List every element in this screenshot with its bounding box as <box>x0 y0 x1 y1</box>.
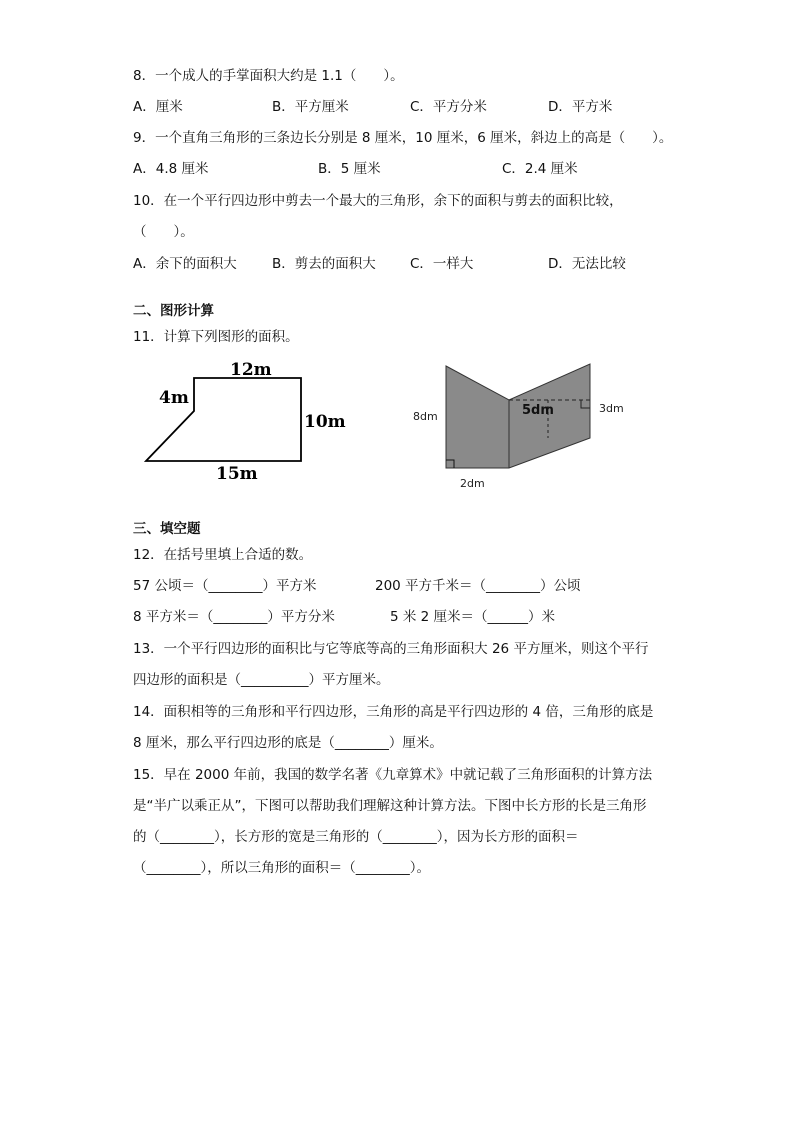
q15-line-4: （________），所以三角形的面积＝（________）。 <box>133 860 430 876</box>
section-2-title: 二、图形计算 <box>133 303 214 319</box>
q10-option-c: C．一样大 <box>410 256 474 272</box>
fig2-label-right: 3dm <box>599 402 624 415</box>
section-3-title: 三、填空题 <box>133 521 201 537</box>
q10-option-d: D．无法比较 <box>548 256 626 272</box>
fig2-label-mid: 5dm <box>522 403 554 418</box>
composite-shape <box>446 364 590 468</box>
q11-figure-composite <box>405 360 635 495</box>
q9-option-c: C．2.4 厘米 <box>502 161 578 177</box>
fig2-label-bottom: 2dm <box>460 477 485 490</box>
q15-line-2: 是“半广以乘正从”，下图可以帮助我们理解这种计算方法。下图中长方形的长是三角形 <box>133 798 647 814</box>
q12-row1-a: 57 公顷＝（________）平方米 <box>133 578 317 594</box>
q12-row2-a: 8 平方米＝（________）平方分米 <box>133 609 335 625</box>
q8-option-b: B．平方厘米 <box>272 99 349 115</box>
fig1-label-right: 10m <box>304 412 346 432</box>
q10-option-a: A．余下的面积大 <box>133 256 237 272</box>
fig1-label-left: 4m <box>159 388 189 408</box>
q12-row2-b: 5 米 2 厘米＝（______）米 <box>390 609 556 625</box>
q9-text: 9．一个直角三角形的三条边长分别是 8 厘米，10 厘米，6 厘米，斜边上的高是（ ）。 <box>133 130 673 146</box>
q13-line-1: 13．一个平行四边形的面积比与它等底等高的三角形面积大 26 平方厘米，则这个平行 <box>133 641 649 657</box>
q14-line-2: 8 厘米，那么平行四边形的底是（________）厘米。 <box>133 735 443 751</box>
fig1-label-bottom: 15m <box>216 464 258 484</box>
fig2-label-left: 8dm <box>413 410 438 423</box>
q11-text: 11．计算下列图形的面积。 <box>133 329 299 345</box>
q14-line-1: 14．面积相等的三角形和平行四边形，三角形的高是平行四边形的 4 倍，三角形的底是 <box>133 704 654 720</box>
q15-line-3: 的（________），长方形的宽是三角形的（________），因为长方形的面积＝ <box>133 829 579 845</box>
q8-text: 8．一个成人的手掌面积大约是 1.1（ ）。 <box>133 68 404 84</box>
q15-line-1: 15．早在 2000 年前，我国的数学名著《九章算术》中就记载了三角形面积的计算方法 <box>133 767 653 783</box>
q13-line-2: 四边形的面积是（__________）平方厘米。 <box>133 672 390 688</box>
q8-option-c: C．平方分米 <box>410 99 487 115</box>
q9-option-a: A．4.8 厘米 <box>133 161 209 177</box>
q10-text: 10．在一个平行四边形中剪去一个最大的三角形，余下的面积与剪去的面积比较， <box>133 193 623 209</box>
q8-option-d: D．平方米 <box>548 99 613 115</box>
q12-text: 12．在括号里填上合适的数。 <box>133 547 313 563</box>
q10-option-b: B．剪去的面积大 <box>272 256 376 272</box>
q8-option-a: A．厘米 <box>133 99 183 115</box>
fig1-label-top: 12m <box>230 360 272 380</box>
q9-option-b: B．5 厘米 <box>318 161 381 177</box>
q12-row1-b: 200 平方千米＝（________）公顷 <box>375 578 581 594</box>
q11-figure-trapezoid <box>130 355 360 485</box>
q10-text-2: （ ）。 <box>133 224 194 240</box>
